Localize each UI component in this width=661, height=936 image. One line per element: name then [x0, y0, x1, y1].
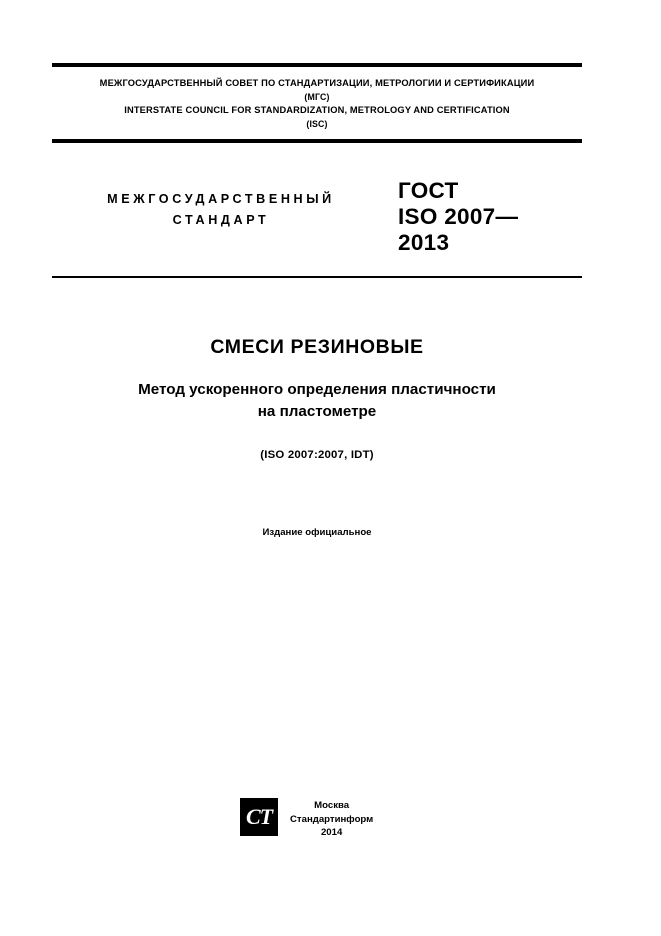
- page-title: СМЕСИ РЕЗИНОВЫЕ: [210, 336, 424, 358]
- council-name-en: INTERSTATE COUNCIL FOR STANDARDIZATION, METROLOGY AND CERTIFICATION: [124, 105, 510, 116]
- publisher-year: 2014: [320, 827, 343, 839]
- council-abbr-en: (ISC): [306, 119, 328, 130]
- standard-number: [382, 170, 582, 256]
- standartinform-logo-icon: [240, 798, 278, 836]
- logo-text: СТ: [245, 804, 273, 829]
- standard-designation-row: [52, 170, 582, 278]
- iso-reference: (ISO 2007:2007, IDT): [260, 449, 374, 461]
- council-abbr-ru: (МГС): [304, 91, 330, 102]
- edition-note: Издание официальное: [262, 527, 372, 538]
- designation-bottom-rule: [52, 276, 582, 278]
- council-header-block: [52, 63, 582, 143]
- publisher-name: Стандартинформ: [290, 813, 374, 825]
- publisher-info: [290, 798, 373, 840]
- standard-type-line1: МЕЖГОСУДАРСТВЕННЫЙ: [107, 192, 335, 206]
- header-bottom-rule: [52, 139, 582, 143]
- standard-number-line1: ГОСТ: [398, 178, 459, 203]
- council-name-ru: МЕЖГОСУДАРСТВЕННЫЙ СОВЕТ ПО СТАНДАРТИЗАЦИИ, МЕТРОЛОГИИ И СЕРТИФИКАЦИИ: [99, 78, 535, 88]
- document-subtitle-line2: на пластометре: [257, 403, 377, 421]
- publisher-block: [240, 798, 440, 840]
- standard-number-line3: 2013: [398, 229, 450, 255]
- council-names: [52, 67, 582, 139]
- document-title-block: [52, 336, 582, 423]
- publisher-city: Москва: [314, 800, 350, 811]
- standard-number-line2: ISO 2007—: [398, 203, 519, 229]
- standard-type-line2: СТАНДАРТ: [172, 213, 270, 227]
- standard-type: [52, 170, 382, 227]
- document-subtitle-line1: Метод ускоренного определения пластичности: [138, 381, 496, 398]
- document-subtitle: [52, 379, 582, 423]
